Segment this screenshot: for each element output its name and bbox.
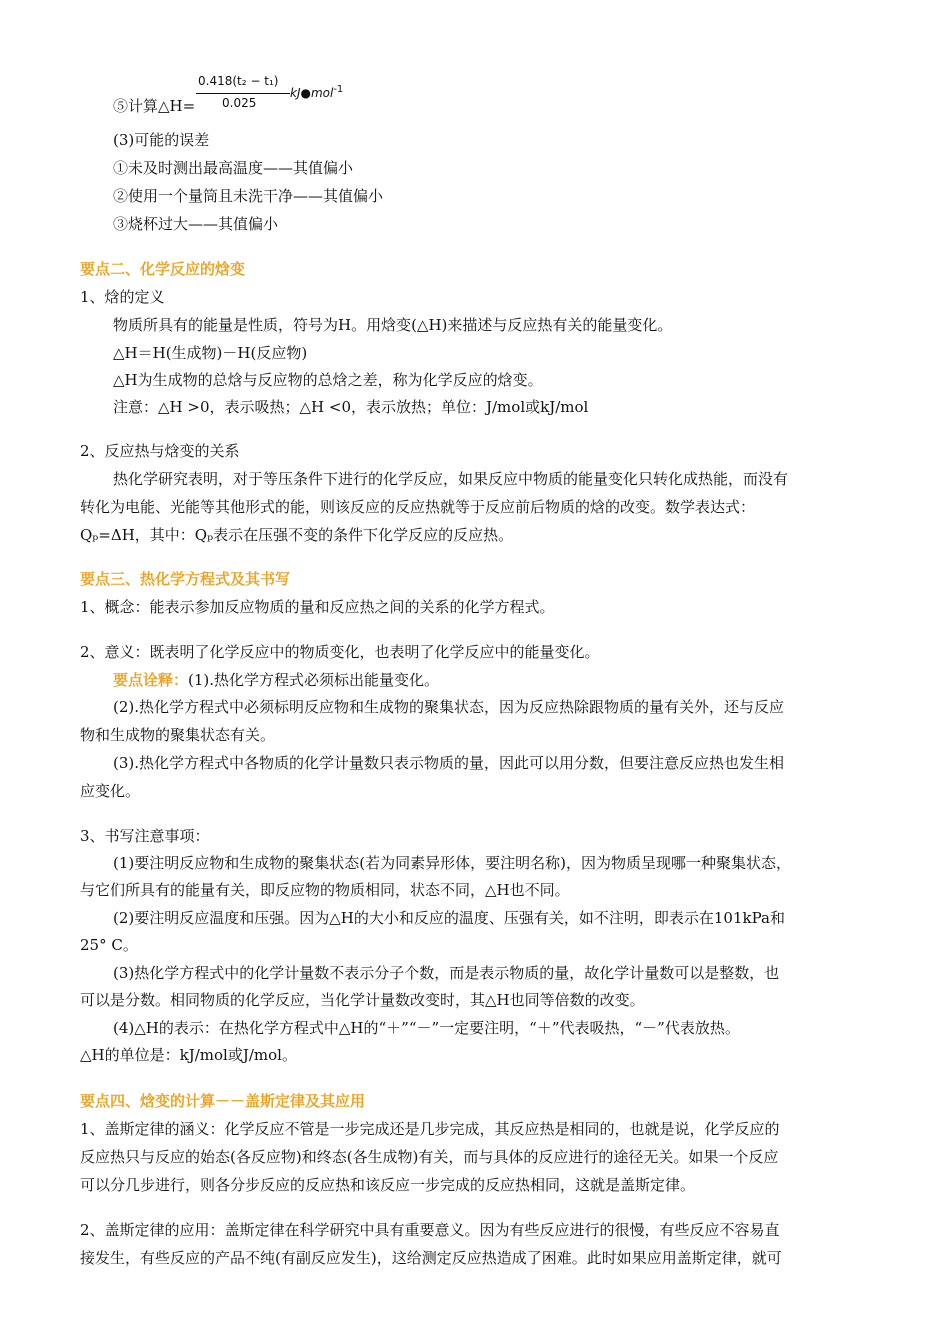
section-heading-2: 要点二、化学反应的焓变 (80, 260, 246, 278)
error-title: (3)可能的误差 (113, 131, 210, 149)
paragraph-line: 25° C。 (80, 936, 138, 954)
paragraph-line: (2)要注明反应温度和压强。因为△H的大小和反应的温度、压强有关，如不注明，即表示在101kPa和 (113, 909, 785, 927)
paragraph-line: 反应热只与反应的始态(各反应物)和终态(各生成物)有关，而与具体的反应进行的途径无关。如果一个反应 (80, 1148, 779, 1166)
note-line: 要点诠释：(1).热化学方程式必须标出能量变化。 (113, 671, 440, 689)
paragraph-line: (1)要注明反应物和生成物的聚集状态(若为同素异形体，要注明名称)，因为物质呈现哪一种聚集状态， (113, 854, 791, 872)
section-heading-3: 要点三、热化学方程式及其书写 (80, 570, 291, 588)
fraction-bar (196, 93, 290, 94)
paragraph-line: 接发生，有些反应的产品不纯(有副反应发生)，这给测定反应热造成了困难。此时如果应用盖斯定律，就可 (80, 1249, 782, 1267)
paragraph-line: 2、盖斯定律的应用：盖斯定律在科学研究中具有重要意义。因为有些反应进行的很慢，有些反应不容易直 (80, 1221, 780, 1239)
subsection-enthalpy-def: 1、焓的定义 (80, 288, 165, 306)
paragraph-line: (2).热化学方程式中必须标明反应物和生成物的聚集状态，因为反应热除跟物质的量有关外，还与反应 (113, 698, 785, 716)
paragraph-line: 热化学研究表明，对于等压条件下进行的化学反应，如果反应中物质的能量变化只转化成热能，而没有 (113, 470, 789, 488)
paragraph-line: △H为生成物的总焓与反应物的总焓之差，称为化学反应的焓变。 (113, 371, 543, 389)
paragraph-line: △H＝H(生成物)－H(反应物) (113, 344, 308, 362)
paragraph-line: 1、概念：能表示参加反应物质的量和反应热之间的关系的化学方程式。 (80, 598, 555, 616)
subsection-heat-relation: 2、反应热与焓变的关系 (80, 442, 240, 460)
error-item-1: ①未及时测出最高温度——其值偏小 (113, 159, 354, 177)
paragraph-line: 可以是分数。相同物质的化学反应，当化学计量数改变时，其△H也同等倍数的改变。 (80, 991, 645, 1009)
paragraph-line: (4)△H的表示：在热化学方程式中△H的“＋”“－”一定要注明，“＋”代表吸热，“－”代表放热。 (113, 1019, 740, 1037)
paragraph-line: 可以分几步进行，则各分步反应的反应热和该反应一步完成的反应热相同，这就是盖斯定律。 (80, 1176, 696, 1194)
paragraph-line: △H的单位是：kJ/mol或J/mol。 (80, 1046, 297, 1064)
error-item-3: ③烧杯过大——其值偏小 (113, 215, 279, 233)
formula-denominator: 0.025 (222, 96, 257, 110)
note-label: 要点诠释： (113, 671, 189, 689)
error-item-2: ②使用一个量筒且未洗干净——其值偏小 (113, 187, 384, 205)
section-heading-4: 要点四、焓变的计算－－盖斯定律及其应用 (80, 1092, 366, 1110)
paragraph-line: 物质所具有的能量是性质，符号为H。用焓变(△H)来描述与反应热有关的能量变化。 (113, 316, 673, 334)
paragraph-line: 与它们所具有的能量有关，即反应物的物质相同，状态不同，△H也不同。 (80, 881, 570, 899)
paragraph-line: 1、盖斯定律的涵义：化学反应不管是一步完成还是几步完成，其反应热是相同的，也就是说，化学反应的 (80, 1120, 780, 1138)
formula-numerator: 0.418(t₂ − t₁) (198, 74, 279, 88)
paragraph-line: 应变化。 (80, 782, 141, 800)
paragraph-line: (3)热化学方程式中的化学计量数不表示分子个数，而是表示物质的量，故化学计量数可以是整数，也 (113, 964, 780, 982)
paragraph-line: 转化为电能、光能等其他形式的能，则该反应的反应热就等于反应前后物质的焓的改变。数学表达式： (80, 498, 756, 516)
calc-line: ⑤计算△H= (113, 97, 196, 115)
paragraph-line: 2、意义：既表明了化学反应中的物质变化，也表明了化学反应中的能量变化。 (80, 643, 600, 661)
enthalpy-formula (196, 74, 376, 118)
formula-unit: kJ●mol$^{-1}$ (290, 84, 344, 100)
paragraph-line: 物和生成物的聚集状态有关。 (80, 726, 276, 744)
paragraph-line: (3).热化学方程式中各物质的化学计量数只表示物质的量，因此可以用分数，但要注意反应热也发生相 (113, 754, 785, 772)
subsection-writing-notes: 3、书写注意事项： (80, 827, 210, 845)
paragraph-line: Qₚ=ΔH，其中：Qₚ表示在压强不变的条件下化学反应的反应热。 (80, 526, 514, 544)
paragraph-line: 注意：△H >0，表示吸热；△H <0，表示放热；单位：J/mol或kJ/mol (113, 398, 589, 416)
